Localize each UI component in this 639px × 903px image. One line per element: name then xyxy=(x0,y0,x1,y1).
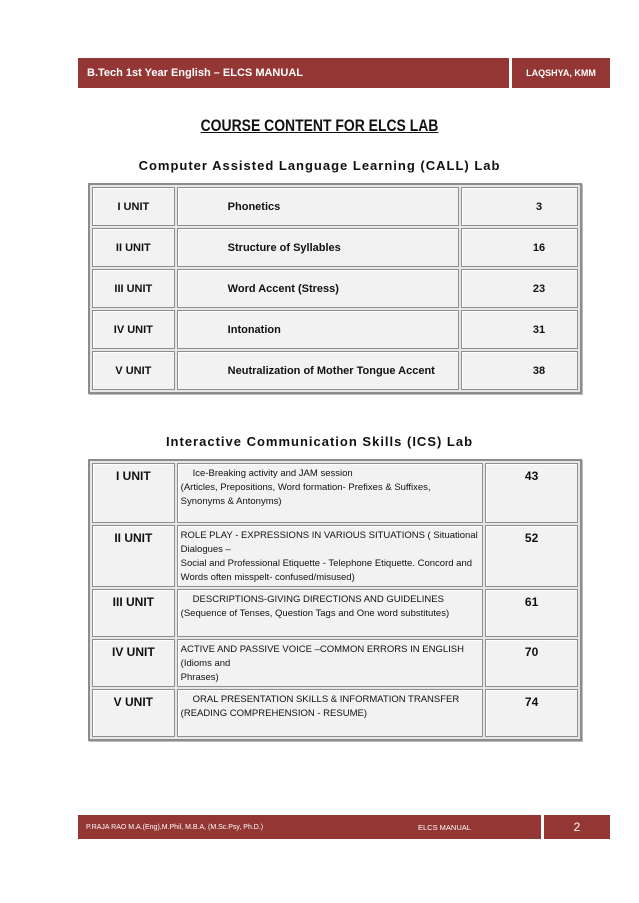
topic xyxy=(177,525,484,587)
ics-row xyxy=(92,639,578,687)
unit-label: I UNIT xyxy=(92,187,175,226)
topic xyxy=(177,463,484,523)
footer-author xyxy=(78,815,541,839)
unit-label: III UNIT xyxy=(92,269,175,308)
page-ref: 38 xyxy=(461,351,578,390)
unit-label: V UNIT xyxy=(92,351,175,390)
topic-line: DESCRIPTIONS-GIVING DIRECTIONS AND GUIDELINES xyxy=(192,594,444,605)
page-ref: 74 xyxy=(485,689,578,737)
topic: Word Accent (Stress) xyxy=(177,269,459,308)
page-number: 2 xyxy=(544,815,610,839)
topic-line: ORAL PRESENTATION SKILLS & INFORMATION TRANSFER xyxy=(192,694,460,705)
topic-line: Synonyms & Antonyms) xyxy=(180,496,282,507)
topic-line: (Articles, Prepositions, Word formation- Prefixes & Suffixes, xyxy=(180,482,431,493)
topic xyxy=(177,589,484,637)
page-header xyxy=(78,58,610,88)
topic-line: Words often misspelt- confused/misused) xyxy=(180,572,355,583)
ics-row xyxy=(92,463,578,523)
topic-line: Social and Professional Etiquette - Telephone Etiquette. Concord and xyxy=(180,558,473,569)
page-title: COURSE CONTENT FOR ELCS LAB xyxy=(200,116,439,135)
call-row xyxy=(92,269,578,308)
unit-label: I UNIT xyxy=(92,463,175,523)
topic: Structure of Syllables xyxy=(177,228,459,267)
topic-line: Ice-Breaking activity and JAM session xyxy=(192,468,353,479)
topic-line: ROLE PLAY - EXPRESSIONS IN VARIOUS SITUATIONS ( Situational Dialogues – xyxy=(180,530,478,555)
unit-label: II UNIT xyxy=(92,525,175,587)
ics-row xyxy=(92,525,578,587)
call-row xyxy=(92,310,578,349)
unit-label: V UNIT xyxy=(92,689,175,737)
call-row xyxy=(92,187,578,226)
topic: Intonation xyxy=(177,310,459,349)
header-org: LAQSHYA, KMM xyxy=(512,58,610,88)
page-ref: 43 xyxy=(485,463,578,523)
page-ref: 61 xyxy=(485,589,578,637)
unit-label: III UNIT xyxy=(92,589,175,637)
unit-label: IV UNIT xyxy=(92,639,175,687)
ics-heading: Interactive Communication Skills (ICS) Lab xyxy=(165,434,474,449)
footer-author-text: P.RAJA RAO M.A.(Eng),M.Phil, M.B.A, (M.Sc.Psy, Ph.D.) xyxy=(86,823,264,831)
call-row xyxy=(92,228,578,267)
page-footer xyxy=(78,815,610,839)
page-ref: 3 xyxy=(461,187,578,226)
topic-line: (Sequence of Tenses, Question Tags and One word substitutes) xyxy=(180,608,450,619)
call-row xyxy=(92,351,578,390)
unit-label: II UNIT xyxy=(92,228,175,267)
page-ref: 52 xyxy=(485,525,578,587)
ics-table xyxy=(88,459,582,741)
topic xyxy=(177,689,484,737)
page-ref: 70 xyxy=(485,639,578,687)
topic-line: (READING COMPREHENSION - RESUME) xyxy=(180,708,367,719)
topic: Phonetics xyxy=(177,187,459,226)
topic xyxy=(177,639,484,687)
unit-label: IV UNIT xyxy=(92,310,175,349)
header-title: B.Tech 1st Year English – ELCS MANUAL xyxy=(78,58,509,88)
call-heading: Computer Assisted Language Learning (CALL) Lab xyxy=(138,158,501,173)
ics-row xyxy=(92,689,578,737)
call-table xyxy=(88,183,582,394)
topic: Neutralization of Mother Tongue Accent xyxy=(177,351,459,390)
page-ref: 23 xyxy=(461,269,578,308)
page-ref: 31 xyxy=(461,310,578,349)
footer-manual: ELCS MANUAL xyxy=(418,822,471,832)
ics-row xyxy=(92,589,578,637)
topic-line: Phrases) xyxy=(180,672,219,683)
page-ref: 16 xyxy=(461,228,578,267)
topic-line: ACTIVE AND PASSIVE VOICE –COMMON ERRORS IN ENGLISH (Idioms and xyxy=(180,644,464,669)
